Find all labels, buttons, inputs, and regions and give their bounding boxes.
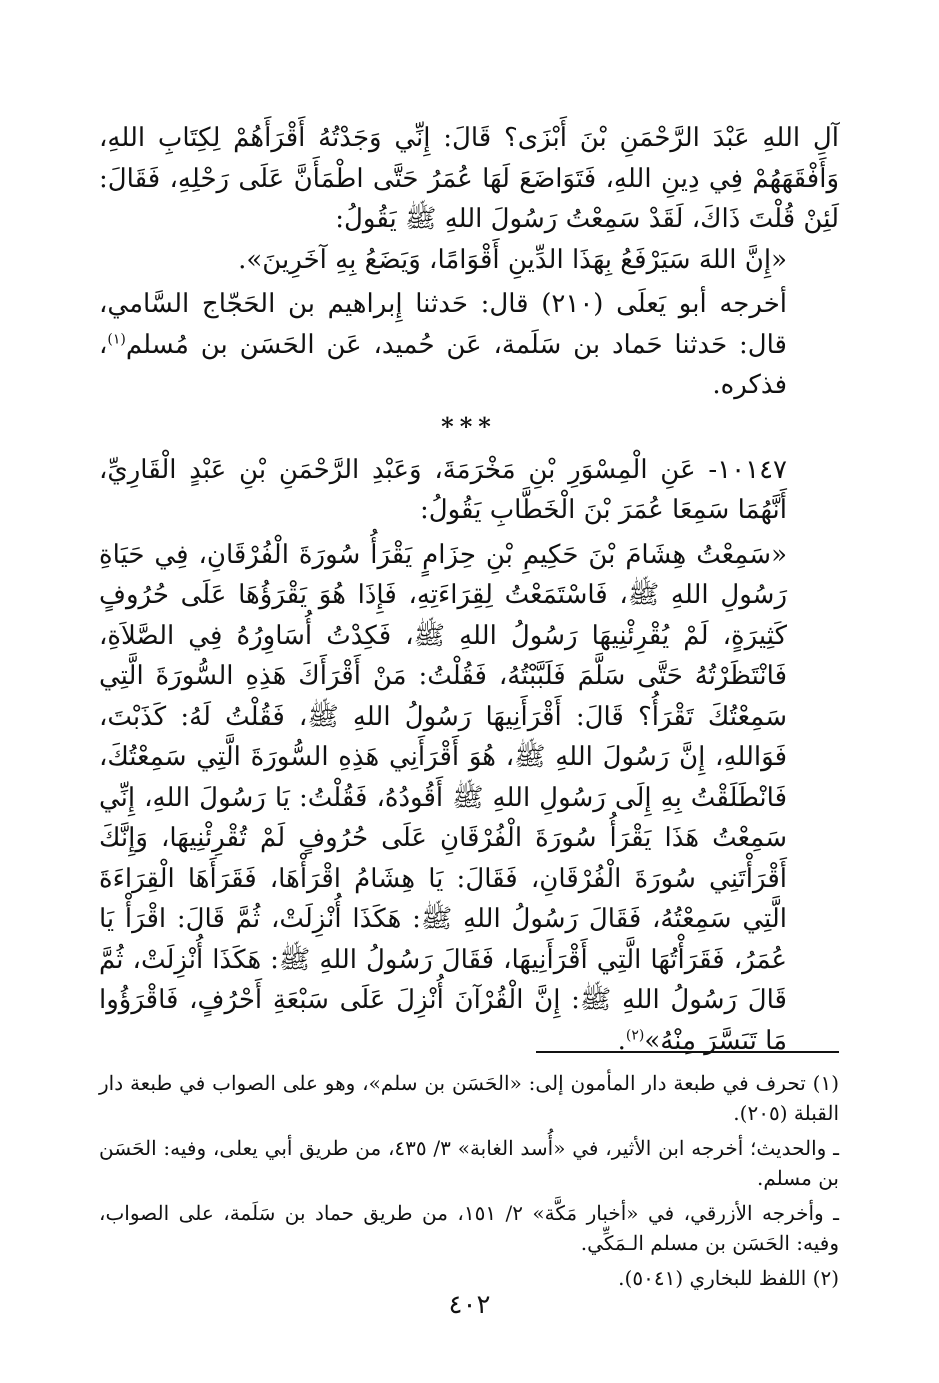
takhrij-paragraph	[99, 284, 839, 406]
intro-paragraph: آلِ اللهِ عَبْدَ الرَّحْمَنِ بْنَ أَبْزَى؟ قَالَ: إِنِّي وَجَدْتُهُ أَقْرَأَهُمْ لِكِتَابِ اللهِ، وَأَفْقَهَهُمْ فِي دِينِ اللهِ، فَتَوَاضَعَ لَهَا عُمَرُ حَتَّى اطْمَأَنَّ عَلَى رَحْلِهِ، فَقَالَ: لَئِنْ قُلْتَ ذَاكَ، لَقَدْ سَمِعْتُ رَسُولَ اللهِ ﷺ يَقُولُ:	[99, 123, 839, 234]
footnote-divider	[536, 1051, 839, 1053]
hadith-number: ١٠١٤٧	[717, 454, 787, 485]
hadith-matn-paragraph	[99, 535, 839, 1062]
footnote-ref-2[interactable]: (٢)	[625, 1026, 645, 1043]
footnote-1-note-a: ـ والحديث؛ أخرجه ابن الأثير، في «أُسد الغابة» ٣/ ٤٣٥، من طريق أبي يعلى، وفيه: الحَسَن بن مسلم.	[99, 1136, 839, 1190]
hadith-isnad: - عَنِ الْمِسْوَرِ بْنِ مَخْرَمَةَ، وَعَبْدِ الرَّحْمَنِ بْنِ عَبْدٍ الْقَارِيِّ، أَنَّهُمَا سَمِعَا عُمَرَ بْنَ الْخَطَّابِ يَقُولُ:	[99, 454, 787, 525]
footnote-2: (٢) اللفظ للبخاري (٥٠٤١).	[618, 1266, 839, 1290]
footnote-1: (١) تحرف في طبعة دار المأمون إلى: «الحَسَن بن سلم»، وهو على الصواب في طبعة دار القبلة (٢٠٥).	[99, 1071, 839, 1125]
main-text	[99, 118, 839, 1061]
footnotes	[99, 1068, 839, 1298]
hadith-quote: «إِنَّ اللهَ سَيَرْفَعُ بِهَذَا الدِّينِ أَقْوَامًا، وَيَضَعُ بِهِ آخَرِينَ».	[238, 244, 787, 275]
takhrij-end: ، فذكره.	[99, 329, 787, 400]
hadith-header	[99, 450, 839, 531]
footnote-ref-1[interactable]: (١)	[107, 330, 126, 347]
hadith-matn: «سَمِعْتُ هِشَامَ بْنَ حَكِيمِ بْنِ حِزَامٍ يَقْرَأُ سُورَةَ الْفُرْقَانِ، فِي حَيَاةِ رَسُولِ اللهِ ﷺ، فَاسْتَمَعْتُ لِقِرَاءَتِهِ، فَإِذَا هُوَ يَقْرَؤُهَا عَلَى حُرُوفٍ كَثِيرَةٍ، لَمْ يُقْرِئْنِيهَا رَسُولُ اللهِ ﷺ، فَكِدْتُ أُسَاوِرُهُ فِي الصَّلاَةِ، فَانْتَظَرْتُهُ حَتَّى سَلَّمَ فَلَبَّبْتُهُ، فَقُلْتُ: مَنْ أَقْرَأَكَ هَذِهِ السُّورَةَ الَّتِي سَمِعْتُكَ تَقْرَأُ؟ قَالَ: أَقْرَأَنِيهَا رَسُولُ اللهِ ﷺ، فَقُلْتُ لَهُ: كَذَبْتَ، فَوَاللهِ، إِنَّ رَسُولَ اللهِ ﷺ، هُوَ أَقْرَأَنِي هَذِهِ السُّورَةَ الَّتِي سَمِعْتُكَ، فَانْطَلَقْتُ بِهِ إِلَى رَسُولِ اللهِ ﷺ أَقُودُهُ، فَقُلْتُ: يَا رَسُولَ اللهِ، إِنِّي سَمِعْتُ هَذَا يَقْرَأُ سُورَةَ الْفُرْقَانِ عَلَى حُرُوفٍ لَمْ تُقْرِئْنِيهَا، وَإِنَّكَ أَقْرَأْتَنِي سُورَةَ الْفُرْقَانِ، فَقَالَ: يَا هِشَامُ اقْرَأْهَا، فَقَرَأَهَا الْقِرَاءَةَ الَّتِي سَمِعْتُهُ، فَقَالَ رَسُولُ اللهِ ﷺ: هَكَذَا أُنْزِلَتْ، ثُمَّ قَالَ: اقْرَأْ يَا عُمَرُ، فَقَرَأْتُهَا الَّتِي أَقْرَأَنِيهَا، فَقَالَ رَسُولُ اللهِ ﷺ: هَكَذَا أُنْزِلَتْ، ثُمَّ قَالَ رَسُولُ اللهِ ﷺ: إِنَّ الْقُرْآنَ أُنْزِلَ عَلَى سَبْعَةِ أَحْرُفٍ، فَاقْرَؤُوا مَا تَيَسَّرَ مِنْهُ»	[99, 539, 787, 1056]
section-separator: ***	[441, 411, 497, 441]
matn-end: .	[617, 1025, 626, 1056]
footnote-1-note-b: ـ وأخرجه الأزرقي، في «أخبار مَكَّة» ٢/ ١٥١، من طريق حماد بن سَلَمة، على الصواب، وفيه: الحَسَن بن مسلم الـمَكِّي.	[99, 1201, 839, 1255]
page-number: ٤٠٢	[448, 1290, 491, 1320]
takhrij-text: أخرجه أبو يَعلَى (٢١٠) قال: حَدثنا إِبراهيم بن الحَجّاج السَّامي، قال: حَدثنا حَماد بن سَلَمة، عَن حُميد، عَن الحَسَن بن مُسلم	[99, 289, 788, 360]
